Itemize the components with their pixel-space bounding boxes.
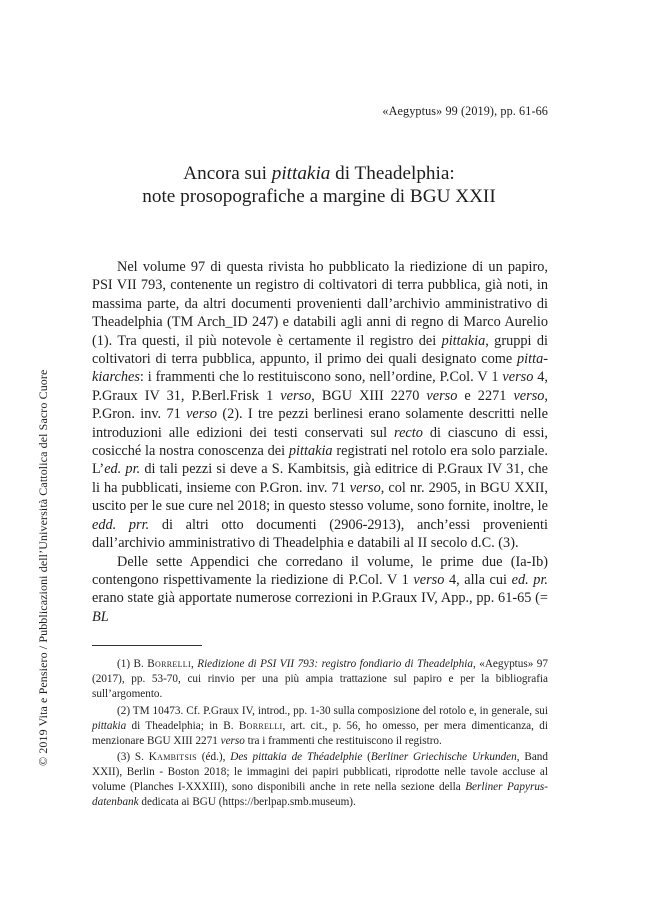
text-run: , <box>190 658 198 670</box>
text-run: , art. cit., p. 56, ho omesso, per mera dimenticanza, di menzionare BGU XIII 2271 <box>92 719 548 747</box>
body-text <box>92 258 548 626</box>
italic-run: recto <box>394 424 423 441</box>
text-run: (2) TM 10473. Cf. P.Graux IV, introd., pp. 1-30 sulla composizione del rotolo e, in generale, sui <box>117 704 548 717</box>
paragraph-1 <box>92 258 548 553</box>
text-run: Nel volume 97 di questa rivista ho pubblicato la riedizione di un papiro, PSI VII 793, contenente un registro di coltivatori di terra pubblica, già noti, in massima parte, da altri documenti provenienti dall’archivio amministrativo di Theadelphia (TM Arch_ID 247) e databili agli anni di regno di Marco Aurelio (1). Tra questi, il più notevole è certamente il registro dei <box>92 259 548 349</box>
author-name: Borrelli <box>147 658 191 670</box>
text-run: , P.Gron. inv. 71 <box>92 387 548 423</box>
italic-run: edd. prr. <box>92 516 150 533</box>
text-run: 4, alla cui <box>444 571 512 588</box>
article-title <box>90 162 548 208</box>
text-run: e 2271 <box>457 387 514 404</box>
text-run: tra i frammenti che restituiscono il registro. <box>244 734 442 747</box>
italic-run: ed. pr. <box>104 461 141 478</box>
text-run: , Band XXII), Berlin - Boston 2018; le immagini dei papiri pubblicati, riprodotte nelle tavole accluse al volume (Planches I-XXXIII), sono disponibili anche in rete nella sezione della <box>92 751 548 793</box>
footnote-2 <box>92 704 548 749</box>
italic-run: verso <box>502 369 534 386</box>
italic-run: pittakia <box>441 332 486 349</box>
italic-run: pitta-kiarches <box>92 351 548 386</box>
running-head: «Aegyptus» 99 (2019), pp. 61-66 <box>382 104 548 118</box>
text-run: registrati nel rotolo era solo parziale. L’ <box>92 443 548 478</box>
author-name: Borrelli <box>238 719 283 732</box>
text-run: di Theadelphia; in B. <box>126 719 239 732</box>
text-run: erano state già apportate numerose correzioni in P.Graux IV, App., pp. 61-65 (= <box>92 590 548 607</box>
title-text: di Theadelphia: <box>330 163 455 184</box>
text-run: di altri otto documenti (2906-2913), anch’essi provenienti dall’archivio amministrativo di Theadelphia e databili al II secolo d.C. (3). <box>92 516 549 552</box>
text-run: di ciascuno di essi, cosicché la nostra conoscenza dei <box>92 424 549 460</box>
text-run: , BGU XIII 2270 <box>311 387 427 404</box>
text-run: di tali pezzi si deve a S. Kambitsis, già editrice di P.Graux IV 31, che li ha pubblicati, insieme con P.Gron. inv. 71 <box>92 461 548 496</box>
author-name: Kambitsis <box>148 751 197 763</box>
footnote-divider <box>92 645 202 646</box>
italic-run: pittakia <box>92 719 127 732</box>
italic-run: verso <box>349 479 381 496</box>
text-run: 4, P.Graux IV 31, P.Berl.Frisk 1 <box>92 369 549 404</box>
text-run: (3) S. <box>117 751 149 763</box>
text-run: (1) B. <box>117 658 148 670</box>
italic-run: Des pittakia de Théadelphie <box>230 751 363 763</box>
footnote-3 <box>92 750 548 810</box>
title-italic: pittakia <box>271 163 331 184</box>
italic-run: verso <box>426 387 458 404</box>
text-run: Delle sette Appendici che corredano il volume, le prime due (Ia-Ib) contengono rispettivamente la riedizione di P.Col. V 1 <box>92 553 548 588</box>
footnotes <box>92 657 548 812</box>
text-run: (éd.), <box>196 751 231 763</box>
italic-run: verso <box>220 734 245 747</box>
title-text: Ancora sui <box>183 163 272 184</box>
text-run: (2). I tre pezzi berlinesi erano solamente descritti nelle introduzioni alle edizioni dei testi conservati sul <box>92 406 548 441</box>
italic-run: verso <box>513 387 545 404</box>
text-run: dedicata ai BGU (https://berlpap.smb.museum). <box>138 796 356 808</box>
italic-run: verso <box>186 406 218 423</box>
text-run: : i frammenti che lo restituiscono sono, nell’ordine, P.Col. V 1 <box>139 369 503 386</box>
text-run: , gruppi di coltivatori di terra pubblica, appunto, il primo dei quali designato come <box>92 332 548 368</box>
paragraph-2 <box>92 553 548 627</box>
title-line-2: note prosopografiche a margine di BGU XXII <box>142 186 496 207</box>
italic-run: verso <box>280 387 312 404</box>
title-line-1 <box>90 162 548 185</box>
copyright-notice: © 2019 Vita e Pensiero / Pubblicazioni dell’Università Cattolica del Sacro Cuore <box>36 369 50 766</box>
italic-run: Berliner Papyrus-datenbank <box>92 781 548 808</box>
italic-run: BL <box>92 608 109 625</box>
italic-run: pittakia <box>288 443 333 460</box>
text-run: ( <box>362 751 371 763</box>
text-run: , col nr. 2905, in BGU XXII, uscito per le sue cure nel 2018; in questo stesso volume, sono fornite, inoltre, le <box>92 479 549 515</box>
italic-run: ed. pr. <box>511 571 548 588</box>
italic-run: Berliner Griechische Urkunden <box>370 751 517 763</box>
text-run: , «Aegyptus» 97 (2017), pp. 53-70, cui rinvio per una più ampia trattazione sul papiro e per la bibliografia sull’argomento. <box>92 658 548 700</box>
footnote-1 <box>92 657 548 702</box>
italic-run: Riedizione di PSI VII 793: registro fondiario di Theadelphia <box>197 658 473 670</box>
italic-run: verso <box>413 571 445 588</box>
